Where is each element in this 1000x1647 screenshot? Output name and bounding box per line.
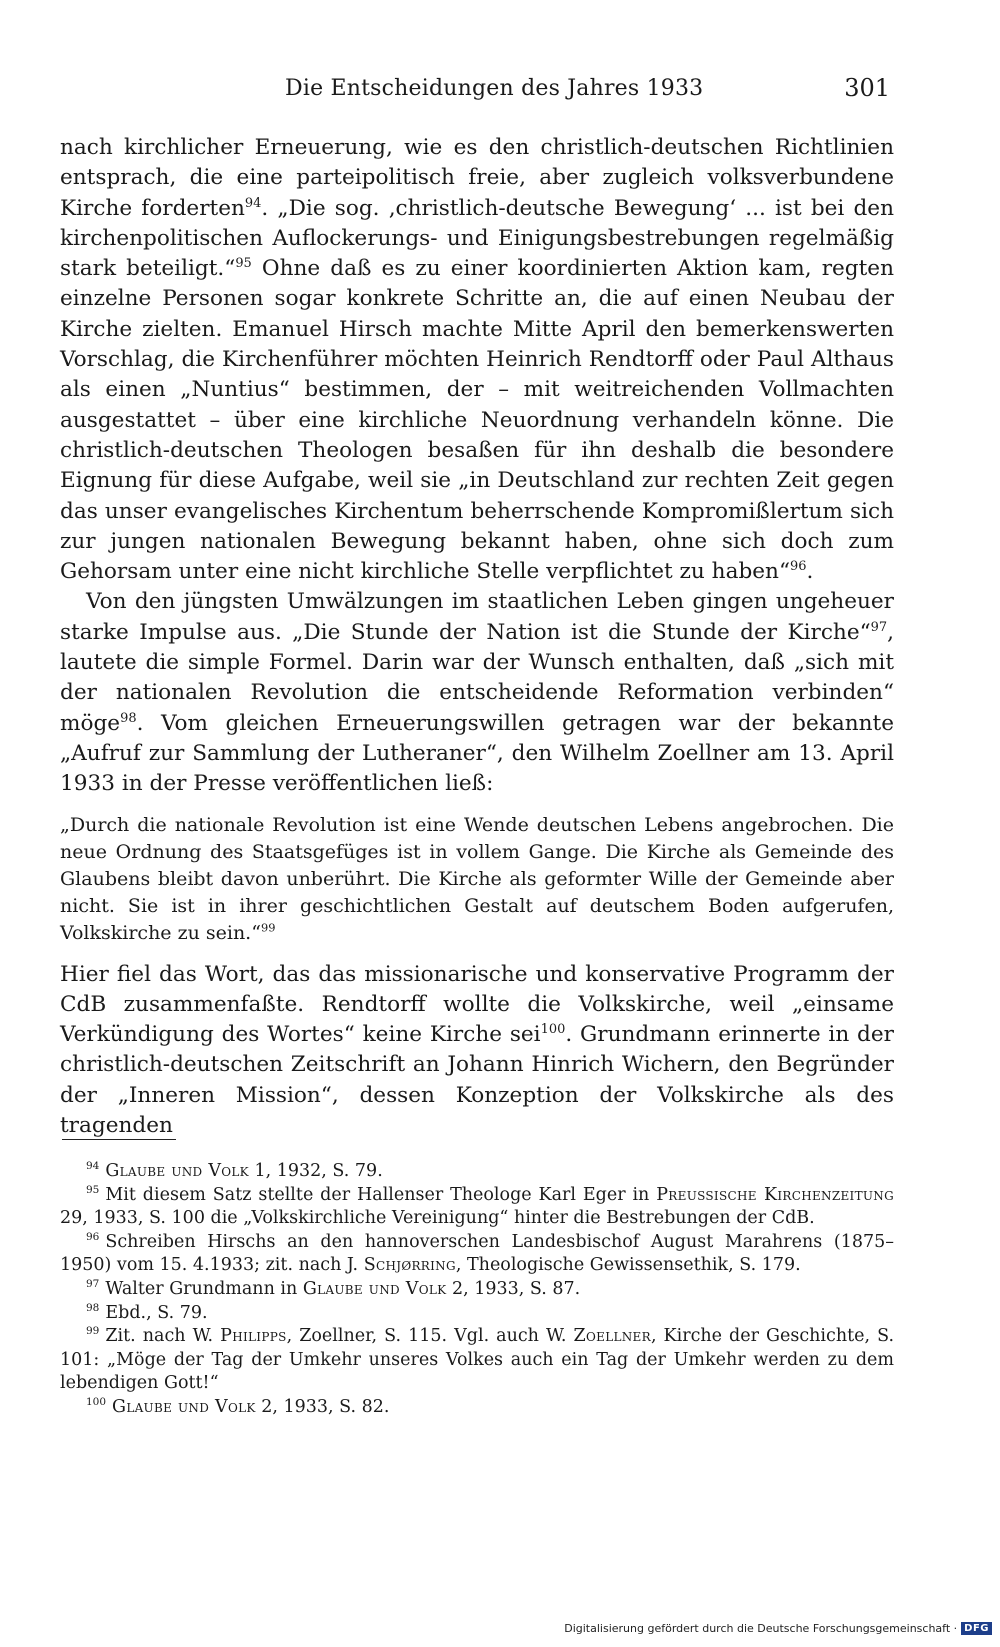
digitization-banner — [564, 1619, 992, 1637]
footnote-ref: 98 — [120, 710, 137, 726]
text-run: , Kirche der Geschichte, S. 101: „Möge der Tag der Umkehr unseres Volkes auch ein Tag der Umkehr werden zu dem lebendigen Gott!“ — [60, 1326, 895, 1394]
footnote-number: 94 — [86, 1160, 100, 1173]
footnote-ref: 95 — [235, 256, 252, 271]
paragraph-3 — [60, 960, 894, 1142]
text-run: Von den jüngsten Umwälzungen im staatlichen Leben gingen ungeheuer starke Impulse aus. „Die Stunde der Nation ist die Stunde der Kirche“ — [60, 589, 894, 645]
paragraph-2 — [60, 587, 894, 799]
small-caps-run: Philipps — [220, 1326, 287, 1347]
running-title: Die Entscheidungen des Jahres 1933 — [285, 76, 704, 101]
text-run: . „Die sog. ‚christlich-deutsche Bewegung‘ ... ist bei den kirchenpolitischen Auflockerungs- und Einigungsbestrebungen regelmäßig stark beteiligt.“ — [60, 195, 894, 282]
text-run: . Vom gleichen Erneuerungswillen getragen war der bekannte „Aufruf zur Sammlung der Lutheraner“, den Wilhelm Zoellner am 13. April 1933 in der Presse veröffentlichen ließ: — [60, 710, 894, 797]
footnotes — [60, 1160, 894, 1420]
footnote — [60, 1278, 894, 1302]
footnote-number: 96 — [86, 1230, 100, 1243]
small-caps-run: Glaube und Volk — [112, 1396, 256, 1417]
text-run: 1, 1932, S. 79. — [248, 1161, 383, 1181]
text-run: Walter Grundmann in — [105, 1278, 303, 1299]
text-run: Zit. nach W. — [105, 1326, 221, 1347]
dfg-logo: DFG — [961, 1622, 992, 1635]
footnote-number: 98 — [86, 1301, 100, 1314]
text-run: Ohne daß es zu einer koordinierten Aktion kam, regten einzelne Personen sogar konkrete Schritte an, die auf einen Neubau der Kirche zielten. Emanuel Hirsch machte Mitte April den bemerkenswerten Vorschlag, die Kirchenführer möchten Heinrich Rendtorff oder Paul Althaus als einen „Nuntius“ bestimmen, der – mit weitreichenden Vollmachten ausgestattet – über eine kirchliche Neuordnung verhandeln könne. Die christlich-deutschen Theologen besaßen für ihn deshalb die besondere Eignung für diese Aufgabe, weil sie „in Deutschland zur rechten Zeit gegen das unser evangelisches Kirchentum beherrschende Kompromißlertum sich zur jungen nationalen Bewegung bekannt haben, ohne sich doch zum Gehorsam unter eine nicht kirchliche Stelle verpflichtet zu haben“ — [60, 256, 894, 585]
footnote — [60, 1302, 894, 1326]
text-run: Ebd., S. 79. — [105, 1302, 208, 1323]
footnote-ref: 97 — [870, 619, 888, 635]
text-run: 2, 1933, S. 87. — [446, 1278, 581, 1299]
footnote — [60, 1396, 894, 1420]
body-text — [60, 133, 894, 1141]
footnote — [60, 1160, 894, 1184]
footnote — [60, 1325, 894, 1396]
text-run: nach kirchlicher Erneuerung, wie es den christlich-deutschen Richtlinien entsprach, die eine parteipolitisch freie, aber zugleich volksverbundene Kirche forderten — [60, 135, 894, 221]
block-quote — [60, 812, 894, 947]
small-caps-run: Glaube und Volk — [302, 1278, 447, 1299]
text-run: . Grundmann erinnerte in der christlich-deutschen Zeitschrift an Johann Hinrich Wichern, den Begründer der „Inneren Mission“, dessen Konzeption der Volkskirche als des tragenden — [60, 1022, 894, 1139]
small-caps-run: Preussische Kirchenzeitung — [656, 1184, 894, 1205]
banner-text: Digitalisierung gefördert durch die Deutsche Forschungsgemeinschaft · — [564, 1621, 958, 1635]
small-caps-run: Zoellner — [573, 1326, 651, 1347]
footnote-divider — [62, 1139, 176, 1140]
page-number: 301 — [844, 74, 890, 102]
footnote-ref: 100 — [540, 1021, 566, 1037]
footnote-ref: 94 — [244, 195, 262, 211]
paragraph-1 — [60, 133, 894, 587]
text-run: 29, 1933, S. 100 die „Volkskirchliche Vereinigung“ hinter die Bestrebungen der CdB. — [60, 1208, 815, 1229]
footnote — [60, 1231, 894, 1278]
text-run: , lautete die simple Formel. Darin war der Wunsch enthalten, daß „sich mit der nationalen Revolution die entscheidende Reformation verbinden“ möge — [60, 619, 894, 736]
text-run: Hier fiel das Wort, das das missionarische und konservative Programm der CdB zusammenfaßte. Rendtorff wollte die Volkskirche, weil „einsame Verkündigung des Wortes“ keine Kirche sei — [60, 961, 894, 1048]
text-run: , Zoellner, S. 115. Vgl. auch W. — [286, 1326, 574, 1347]
text-run: Schreiben Hirschs an den hannoverschen Landesbischof August Marahrens (1875–1950) vom 15. 4.1933; zit. nach J. — [60, 1231, 894, 1276]
footnote-number: 95 — [86, 1183, 100, 1196]
text-run: Mit diesem Satz stellte der Hallenser Theologe Karl Eger in — [105, 1184, 657, 1205]
footnote-ref: 96 — [790, 558, 807, 574]
footnote-ref: 99 — [260, 920, 276, 935]
quote-text: „Durch die nationale Revolution ist eine Wende deutschen Lebens angebrochen. Die neue Ordnung des Staatsgefüges ist in vollem Gange. Die Kirche als Gemeinde des Glaubens bleibt davon unberührt. Die Kirche als geformter Wille der Gemeinde aber nicht. Sie ist in ihrer geschichtlichen Gestalt auf deutschem Boden aufgerufen, Volkskirche zu sein.“ — [60, 813, 894, 944]
text-run: 2, 1933, S. 82. — [255, 1396, 390, 1417]
running-header — [60, 74, 890, 108]
small-caps-run: Schjørring — [363, 1255, 456, 1276]
footnote-number: 99 — [86, 1325, 100, 1338]
footnote-number: 100 — [86, 1396, 107, 1409]
text-run: . — [806, 559, 814, 585]
footnote-number: 97 — [86, 1278, 100, 1291]
small-caps-run: Glaube und Volk — [105, 1161, 249, 1181]
text-run: , Theologische Gewissensethik, S. 179. — [455, 1255, 801, 1276]
footnote — [60, 1184, 894, 1231]
